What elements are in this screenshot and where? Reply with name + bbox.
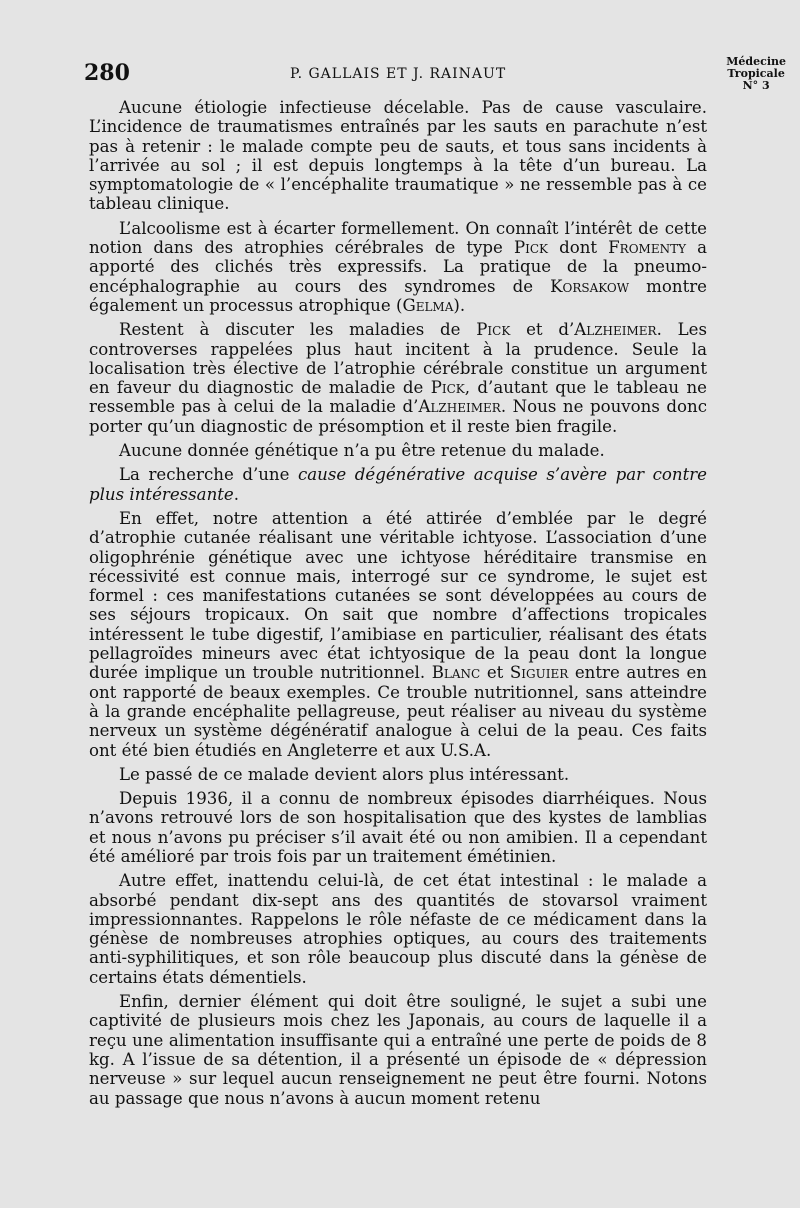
text-run: . [233,484,240,504]
text-run: entre autres en ont rapporté de beaux exemples. Ce trouble nutritionnel, sans atteindre à la grande encéphalite pellagreuse, peut réaliser au niveau du système nerveux un système dégénératif analogue à celui de la peau. Ces faits ont été bien étudiés en Angleterre et aux U.S.A. [89,663,707,760]
author-name: Alzheimer [418,397,501,417]
page-number: 280 [84,60,130,86]
text-run: et [480,663,510,683]
running-title: P. GALLAIS ET J. RAINAUT [290,66,507,82]
text-run: ). [453,295,466,315]
author-name: Siguier [509,663,569,683]
text-run: et d’ [510,320,575,340]
emphasis: cause dégénérative acquise s’avère par contre plus intéressante [89,465,707,504]
text-run: . Les controverses rappelées plus haut incitent à la prudence. Seule la localisation très élective de l’atrophie cérébrale constitue un argument en faveur du diagnostic de maladie de [89,320,707,398]
author-name: Pick [430,378,465,398]
author-name: Blanc [431,663,481,683]
author-name: Alzheimer [574,320,657,340]
journal-name-line2: Tropicale [727,67,785,80]
text-run: dont [548,238,609,258]
author-name: Korsakow [550,276,630,296]
paragraph-5 [89,465,707,504]
paragraph-2 [89,219,707,315]
paragraph-8: Depuis 1936, il a connu de nombreux épisodes diarrhéiques. Nous n’avons retrouvé lors de son hospitalisation que des kystes de lamblias et nous n’avons pu préciser s’il avait été ou non amibien. Il a cependant été amélioré par trois fois par un traitement émétinien. [89,789,707,866]
text-run: montre également un processus atrophique ( [89,276,707,315]
author-name: Pick [513,238,548,258]
paragraph-4: Aucune donnée génétique n’a pu être retenue du malade. [119,441,605,461]
author-name: Fromenty [608,238,687,258]
journal-label [726,56,786,92]
paragraph-9: Autre effet, inattendu celui-là, de cet état intestinal : le malade a absorbé pendant dix-sept ans des quantités de stovarsol vraiment impressionnantes. Rappelons le rôle néfaste de ce médicament dans la génèse de nombreuses atrophies optiques, au cours des traitements anti-syphilitiques, et son rôle beaucoup plus discuté dans la génèse de certains états démentiels. [89,871,707,987]
article-body [89,98,707,1113]
author-name: Pick [476,320,511,340]
page-header [0,0,800,96]
journal-issue: N° 3 [742,79,770,92]
paragraph-6 [89,509,707,760]
text-run: La recherche d’une [119,465,298,485]
text-run: , d’autant que le tableau ne ressemble pas à celui de la maladie d’ [89,378,707,417]
text-run: Restent à discuter les maladies de [119,320,477,340]
paragraph-7: Le passé de ce malade devient alors plus intéressant. [119,764,570,784]
text-run: En effet, notre attention a été attirée d’emblée par le degré d’atrophie cutanée réalisant une véritable ichtyose. L’association d’une oligophrénie génétique avec une ichtyose héréditaire transmise en récessivité est connue mais, interrogé sur ce syndrome, le sujet est formel : ces manifestations cutanées se sont développées au cours de ses séjours tropicaux. On sait que nombre d’affections tropicales intéressent le tube digestif, l’amibiase en particulier, réalisant des états pellagroïdes mineurs avec état ichtyosique de la peau dont la longue durée implique un trouble nutritionnel. [89,508,707,683]
text-run: a apporté des clichés très expressifs. La pratique de la pneumo-encéphalographie au cours des syndromes de [89,238,707,296]
text-run: L’alcoolisme est à écarter formellement. On connaît l’intérêt de cette notion dans des atrophies cérébrales de type [89,218,707,258]
author-name: Gelma [402,295,454,315]
paragraph-1: Aucune étiologie infectieuse décelable. Pas de cause vasculaire. L’incidence de traumatismes entraînés par les sauts en parachute n’est pas à retenir : le malade compte peu de sauts, et tous sans incidents à l’arrivée au sol ; il est depuis longtemps à la tête d’un bureau. La symptomatologie de « l’encéphalite traumatique » ne ressemble pas à ce tableau clinique. [89,98,707,214]
text-run: . Nous ne pouvons donc porter qu’un diagnostic de présomption et il reste bien fragile. [89,397,708,436]
paragraph-10: Enfin, dernier élément qui doit être souligné, le sujet a subi une captivité de plusieurs mois chez les Japonais, au cours de laquelle il a reçu une alimentation insuffisante qui a entraîné une perte de poids de 8 kg. A l’issue de sa détention, il a présenté un épisode de « dépression nerveuse » sur lequel aucun renseignement ne peut être fourni. Notons au passage que nous n’avons à aucun moment retenu [89,992,707,1108]
paragraph-3 [89,320,707,436]
journal-name-line1: Médecine [726,55,786,68]
